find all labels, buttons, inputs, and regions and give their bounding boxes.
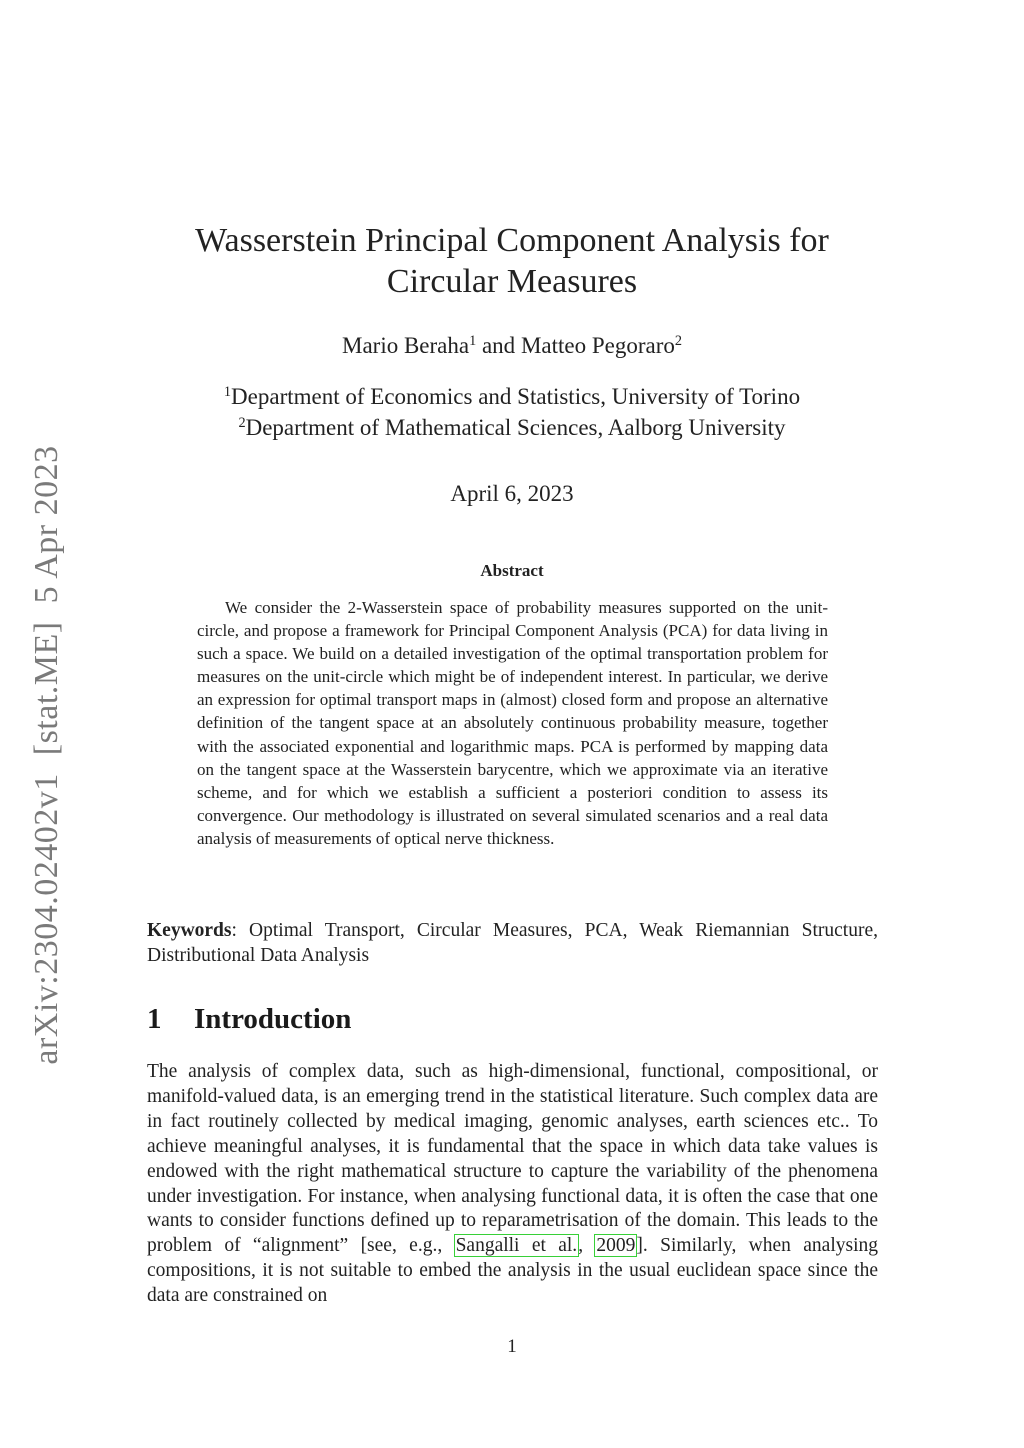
section-title: Introduction [194, 1003, 352, 1035]
citation-link-authors[interactable]: Sangalli et al. [455, 1235, 578, 1257]
page-number: 1 [507, 1336, 517, 1357]
author-2: Matteo Pegoraro [520, 333, 675, 358]
affiliation-1 [150, 384, 874, 410]
author-1: Mario Beraha [342, 333, 470, 358]
keywords [147, 918, 878, 968]
title-line-2: Circular Measures [386, 263, 638, 300]
arxiv-identifier-stamp [28, 445, 66, 1064]
citation-separator: , [578, 1235, 596, 1257]
affiliation-1-text: Department of Economics and Statistics, University of Torino [231, 384, 801, 409]
arxiv-category: [stat.ME] [28, 621, 65, 756]
section-heading-introduction [147, 1003, 351, 1036]
intro-text-part-2: ]. Similarly, when analysing compositions, it is not suitable to embed the analysis in the usual euclidean space since the data are constrained on [147, 1235, 878, 1307]
author-connector: and [481, 333, 516, 358]
abstract-heading: Abstract [480, 561, 544, 580]
author-2-affiliation-mark: 2 [674, 333, 682, 350]
arxiv-id: arXiv:2304.02402v1 [28, 773, 65, 1065]
affiliation-2-mark: 2 [238, 415, 246, 432]
intro-text-part-1: The analysis of complex data, such as high-dimensional, functional, compositional, or manifold-valued data, is an emerging trend in the statistical literature. Such complex data are in fact routinely collected by medical imaging, genomic analyses, earth sciences etc.. To achieve meaningful analyses, it is fundamental that the space in which data take values is endowed with the right mathematical structure to capture the variability of the phenomena under investigation. For instance, when analysing functional data, it is often the case that one wants to consider functions defined up to reparametrisation of the domain. This leads to the problem of “alignment” [see, e.g., [147, 1061, 878, 1257]
keywords-label: Keywords [147, 920, 232, 941]
arxiv-date: 5 Apr 2023 [28, 445, 65, 604]
abstract-text: We consider the 2-Wasserstein space of probability measures supported on the unit-circle, and propose a framework for Principal Component Analysis (PCA) for data living in such a space. We build on a detailed investigation of the optimal transportation problem for measures on the unit-circle which might be of independent interest. In particular, we derive an expression for optimal transport maps in (almost) closed form and propose an alternative definition of the tangent space at an absolutely continuous probability measure, together with the associated exponential and logarithmic maps. PCA is performed by mapping data on the tangent space at the Wasserstein barycentre, which we approximate via an iterative scheme, and for which we establish a sufficient a posteriori condition to assess its convergence. Our methodology is illustrated on several simulated scenarios and a real data analysis of measurements of optical nerve thickness. [197, 598, 828, 848]
title-line-1: Wasserstein Principal Component Analysis for [195, 222, 829, 259]
keywords-text: : Optimal Transport, Circular Measures, PCA, Weak Riemannian Structure, Distributional Data Analysis [147, 920, 878, 966]
paper-date: April 6, 2023 [450, 481, 574, 506]
introduction-paragraph [147, 1060, 878, 1309]
citation-link-year[interactable]: 2009 [596, 1235, 636, 1257]
affiliation-2-text: Department of Mathematical Sciences, Aalborg University [245, 415, 786, 440]
author-1-affiliation-mark: 1 [469, 333, 477, 350]
affiliation-1-mark: 1 [223, 384, 232, 401]
paper-title [150, 220, 874, 302]
affiliation-2 [150, 415, 874, 441]
section-number: 1 [147, 1003, 162, 1035]
author-list [150, 333, 874, 359]
